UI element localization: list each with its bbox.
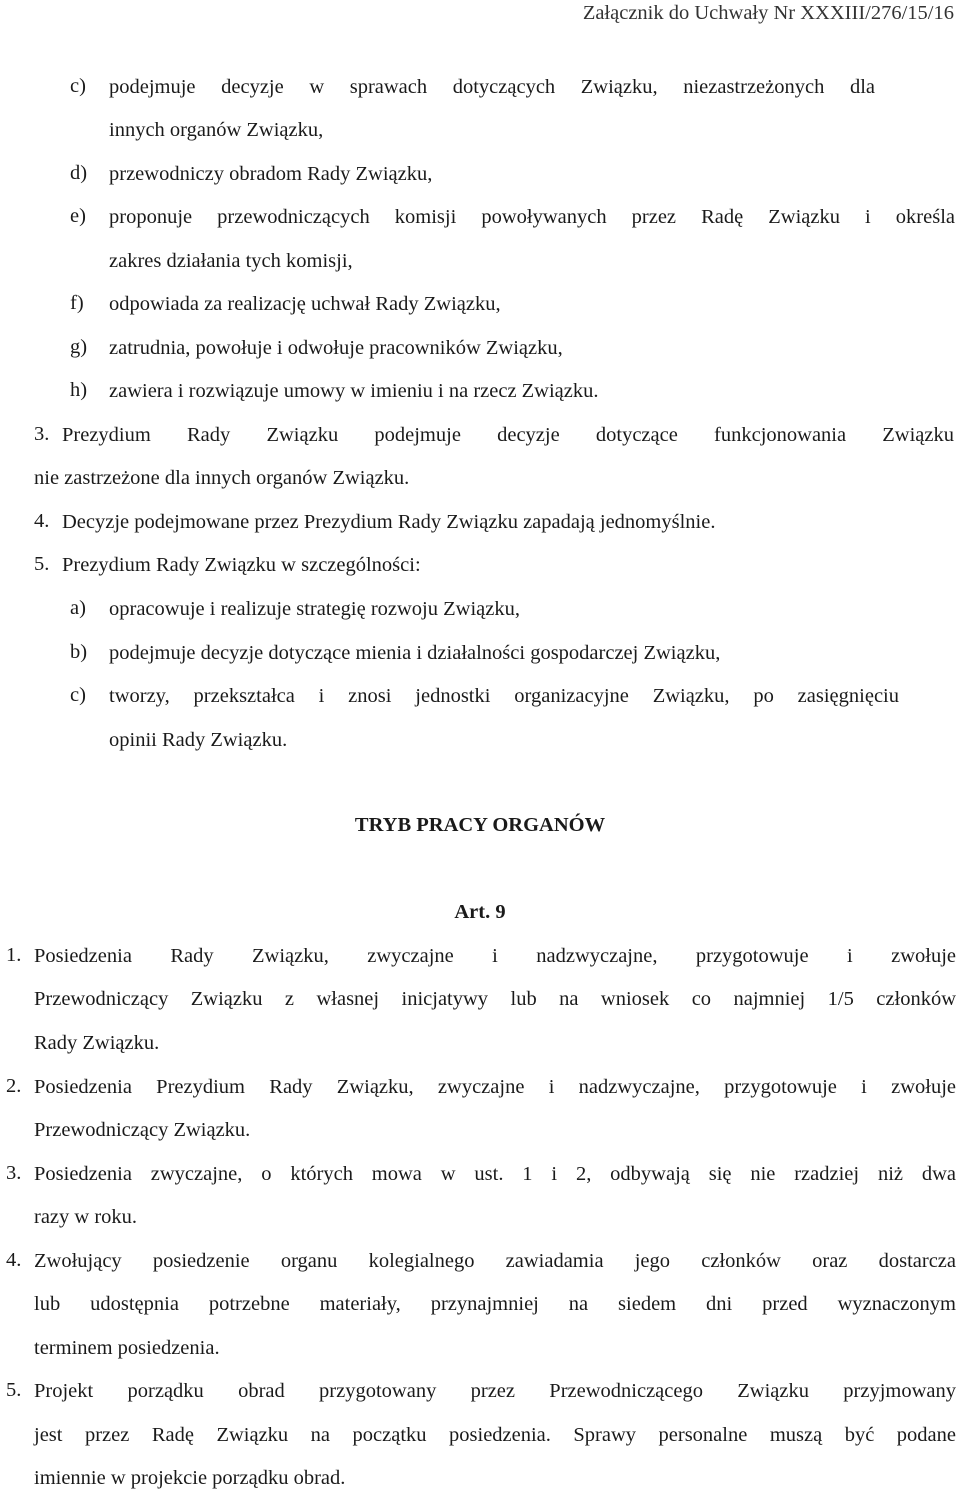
paragraph-text: nie zastrzeżone dla innych organów Związku. [34, 467, 410, 489]
paragraph-text: Posiedzenia Prezydium Rady Związku, zwyczajne i nadzwyczajne, przygotowuje i zwołuje [34, 1076, 956, 1098]
item-text: proponuje przewodniczących komisji powoływanych przez Radę Związku i określa [109, 206, 955, 228]
item-text: opracowuje i realizuje strategię rozwoju Związku, [109, 598, 520, 620]
paragraph-text: Posiedzenia Rady Związku, zwyczajne i nadzwyczajne, przygotowuje i zwołuje [34, 945, 956, 967]
paragraph-label: 3. [6, 1162, 22, 1184]
paragraph-text: Projekt porządku obrad przygotowany przez Przewodniczącego Związku przyjmowany [34, 1380, 956, 1402]
item-label: g) [70, 336, 88, 358]
paragraph-label: 3. [34, 423, 50, 445]
item-label: a) [70, 597, 86, 619]
paragraph-text: razy w roku. [34, 1206, 138, 1228]
item-label: c) [70, 684, 86, 706]
item-text: podejmuje decyzje w sprawach dotyczących Związku, niezastrzeżonych dla [109, 76, 875, 98]
paragraph-label: 4. [34, 510, 50, 532]
item-text: przewodniczy obradom Rady Związku, [109, 163, 433, 185]
paragraph-label: 1. [6, 944, 22, 966]
paragraph-text: terminem posiedzenia. [34, 1337, 220, 1359]
item-label: d) [70, 162, 88, 184]
item-text: zakres działania tych komisji, [109, 250, 353, 272]
paragraph-text: Prezydium Rady Związku w szczególności: [62, 554, 421, 576]
item-label: c) [70, 75, 86, 97]
item-text: odpowiada za realizację uchwał Rady Związku, [109, 293, 501, 315]
paragraph-label: 5. [34, 553, 50, 575]
paragraph-text: imiennie w projekcie porządku obrad. [34, 1467, 346, 1489]
item-label: b) [70, 641, 88, 663]
item-text: podejmuje decyzje dotyczące mienia i działalności gospodarczej Związku, [109, 642, 721, 664]
paragraph-text: Decyzje podejmowane przez Prezydium Rady Związku zapadają jednomyślnie. [62, 511, 716, 533]
item-text: innych organów Związku, [109, 119, 324, 141]
page-header: Załącznik do Uchwały Nr XXXIII/276/15/16 [582, 2, 954, 24]
item-text: opinii Rady Związku. [109, 729, 288, 751]
article-title: Art. 9 [454, 901, 506, 923]
item-text: zawiera i rozwiązuje umowy w imieniu i na rzecz Związku. [109, 380, 599, 402]
item-text: tworzy, przekształca i znosi jednostki organizacyjne Związku, po zasięgnięciu [109, 685, 899, 707]
item-text: zatrudnia, powołuje i odwołuje pracowników Związku, [109, 337, 563, 359]
paragraph-text: Rady Związku. [34, 1032, 160, 1054]
paragraph-text: lub udostępnia potrzebne materiały, przynajmniej na siedem dni przed wyznaczonym [34, 1293, 956, 1315]
paragraph-text: Prezydium Rady Związku podejmuje decyzje dotyczące funkcjonowania Związku [62, 424, 954, 446]
paragraph-text: Przewodniczący Związku z własnej inicjatywy lub na wniosek co najmniej 1/5 członków [34, 988, 956, 1010]
paragraph-text: Zwołujący posiedzenie organu kolegialnego zawiadamia jego członków oraz dostarcza [34, 1250, 956, 1272]
item-label: h) [70, 379, 88, 401]
paragraph-text: Posiedzenia zwyczajne, o których mowa w ust. 1 i 2, odbywają się nie rzadziej niż dwa [34, 1163, 956, 1185]
paragraph-text: jest przez Radę Związku na początku posiedzenia. Sprawy personalne muszą być podane [34, 1424, 956, 1446]
paragraph-label: 5. [6, 1379, 22, 1401]
paragraph-text: Przewodniczący Związku. [34, 1119, 251, 1141]
section-title: TRYB PRACY ORGANÓW [354, 814, 606, 836]
paragraph-label: 4. [6, 1249, 22, 1271]
item-label: f) [70, 292, 84, 314]
paragraph-label: 2. [6, 1075, 22, 1097]
item-label: e) [70, 205, 86, 227]
